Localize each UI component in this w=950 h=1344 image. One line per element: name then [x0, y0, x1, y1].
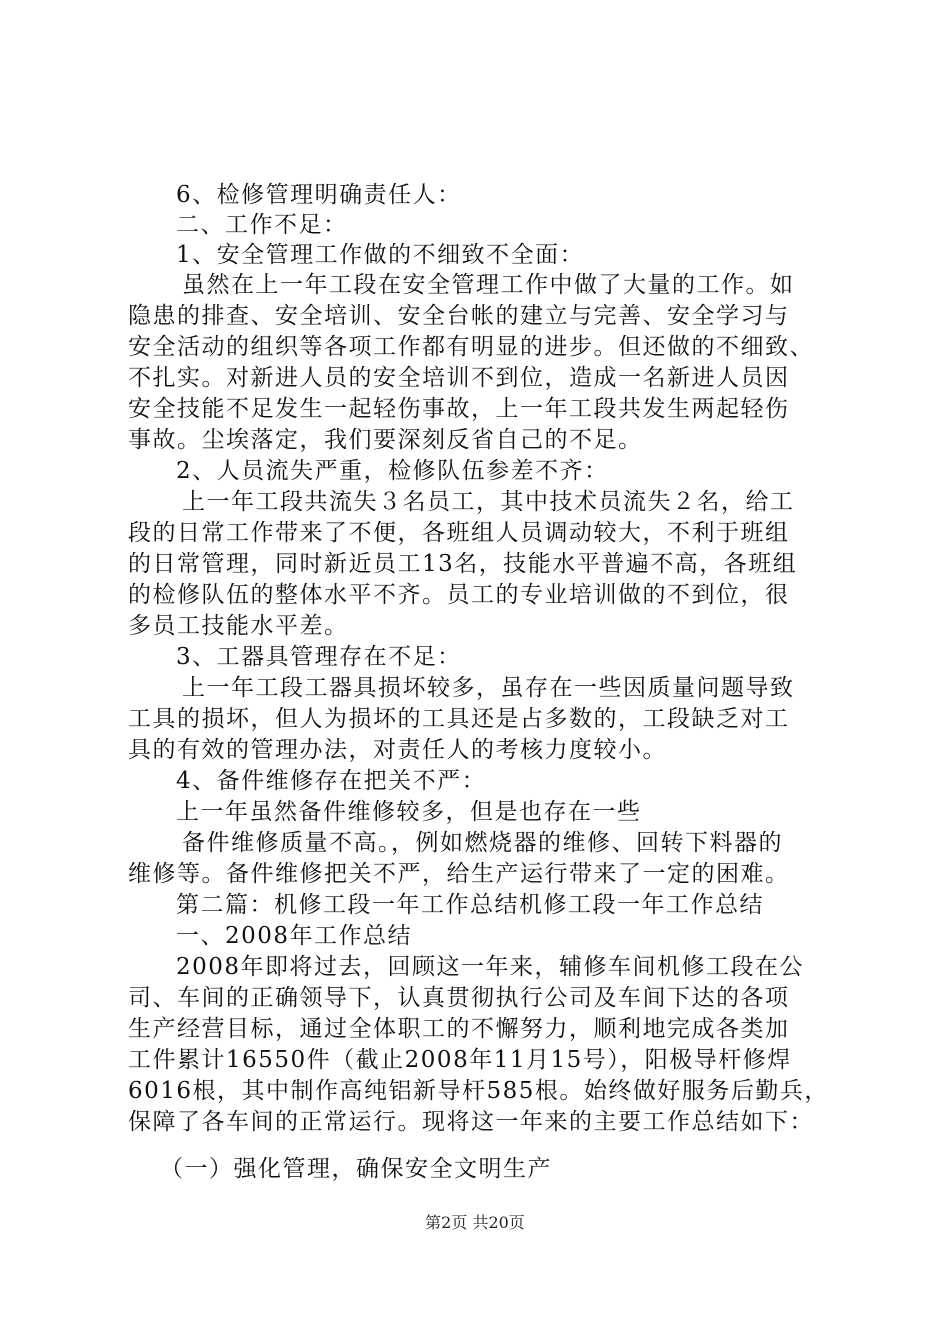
- paragraph-line: 备件维修质量不高。，例如燃烧器的维修、回转下料器的: [182, 830, 783, 856]
- paragraph-line: 具的有效的管理办法，对责任人的考核力度较小。: [128, 737, 667, 763]
- subsection-heading: 1、安全管理工作做的不细致不全面：: [176, 242, 585, 268]
- paragraph-line: 的检修队伍的整体水平不齐。员工的专业培训做的不到位，很: [128, 582, 790, 608]
- paragraph-line: 2008年即将过去，回顾这一年来，辅修车间机修工段在公: [176, 954, 805, 980]
- paragraph-line: 工件累计16550件（截止2008年11月15号），阳极导杆修焊: [128, 1047, 792, 1073]
- paragraph-line: 生产经营目标，通过全体职工的不懈努力，顺利地完成各类加: [128, 1016, 790, 1042]
- paragraph-line: 安全活动的组织等各项工作都有明显的进步。但还做的不细致、: [128, 334, 814, 360]
- subsection-heading: 4、备件维修存在把关不严：: [176, 768, 487, 794]
- paragraph-line: 的日常管理，同时新近员工13名，技能水平普遍不高，各班组: [128, 551, 798, 577]
- paragraph-line: 6016根，其中制作高纯铝新导杆585根。始终做好服务后勤兵，: [128, 1078, 829, 1104]
- section-heading: 一、2008年工作总结: [176, 923, 413, 949]
- paragraph-line: 上一年工段共流失３名员工，其中技术员流失２名，给工: [182, 489, 795, 515]
- paragraph-line: 上一年虽然备件维修较多，但是也存在一些: [176, 799, 642, 825]
- subsection-heading: 3、工器具管理存在不足：: [176, 644, 462, 670]
- paragraph-line: 维修等。备件维修把关不严，给生产运行带来了一定的困难。: [128, 861, 790, 887]
- subsection-heading: 2、人员流失严重，检修队伍参差不齐：: [176, 458, 609, 484]
- paragraph-line: 隐患的排查、安全培训、安全台帐的建立与完善、安全学习与: [128, 303, 790, 329]
- paragraph-line: 司、车间的正确领导下，认真贯彻执行公司及车间下达的各项: [128, 985, 790, 1011]
- paragraph-line: 工具的损坏，但人为损坏的工具还是占多数的，工段缺乏对工: [128, 706, 790, 732]
- paragraph-line: 事故。尘埃落定，我们要深刻反省自己的不足。: [128, 427, 643, 453]
- paragraph-line: 保障了各车间的正常运行。现将这一年来的主要工作总结如下：: [128, 1109, 814, 1135]
- paragraph-line: 段的日常工作带来了不便，各班组人员调动较大，不利于班组: [128, 520, 790, 546]
- paragraph-line: 不扎实。对新进人员的安全培训不到位，造成一名新进人员因: [128, 365, 790, 391]
- text-line: 6、检修管理明确责任人：: [176, 182, 462, 208]
- page-number-footer: 第2页 共20页: [425, 1213, 525, 1232]
- chapter-title: 第二篇：机修工段一年工作总结机修工段一年工作总结: [176, 892, 764, 918]
- paragraph-line: 虽然在上一年工段在安全管理工作中做了大量的工作。如: [182, 272, 795, 298]
- paragraph-line: 多员工技能水平差。: [128, 613, 349, 639]
- paragraph-line: 上一年工段工器具损坏较多，虽存在一些因质量问题导致: [182, 675, 795, 701]
- section-heading: 二、工作不足：: [176, 212, 348, 238]
- subsection-heading: （一）强化管理，确保安全文明生产: [160, 1156, 552, 1182]
- paragraph-line: 安全技能不足发生一起轻伤事故，上一年工段共发生两起轻伤: [128, 396, 790, 422]
